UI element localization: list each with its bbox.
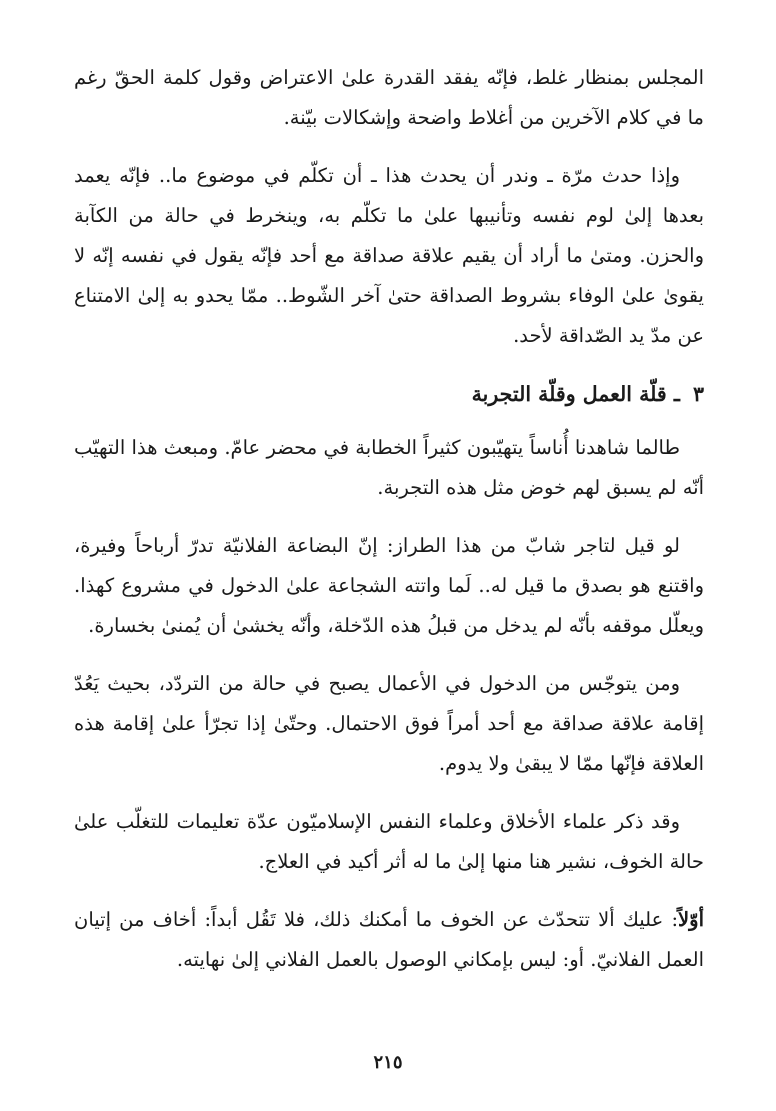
section-number: ٣	[692, 382, 704, 406]
section-heading	[74, 374, 704, 414]
section-separator: ـ	[673, 382, 680, 406]
paragraph-hesitation: ومن يتوجّس من الدخول في الأعمال يصبح في حالة من التردّد، بحيث يَعُدّ إقامة علاقة صداقة مع أحد أمراً فوق الاحتمال. وحتّىٰ إذا تجرّأ علىٰ إقامة هذه العلاقة فإنّها ممّا لا يبقىٰ ولا يدوم.	[74, 672, 704, 775]
section-title: قلّة العمل وقلّة التجربة	[471, 382, 667, 406]
paragraph-public-speaking: طالما شاهدنا أُناساً يتهيّبون كثيراً الخطابة في محضر عامّ. ومبعث هذا التهيّب أنّه لم يسبق لهم خوض مثل هذه التجربة.	[74, 436, 704, 499]
paragraph-speaking-once: وإذا حدث مرّة ـ وندر أن يحدث هذا ـ أن تكلّم في موضوع ما.. فإنّه يعمد بعدها إلىٰ لوم نفسه وتأنيبها علىٰ ما تكلّم به، وينخرط في حالة من الكآبة والحزن. ومتىٰ ما أراد أن يقيم علاقة صداقة مع أحد فإنّه يقول في نفسه إنّه لا يقوىٰ علىٰ الوفاء بشروط الصداقة حتىٰ آخر الشّوط.. ممّا يحدو به إلىٰ الامتناع عن مدّ يد الصّداقة لأحد.	[74, 164, 704, 347]
first-instruction-lead: أوّلاً	[678, 908, 704, 931]
paragraph-continuation: المجلس بمنظار غلط، فإنّه يفقد القدرة علىٰ الاعتراض وقول كلمة الحقّ رغم ما في كلام الآخرين من أغلاط واضحة وإشكالات بيّنة.	[74, 66, 704, 129]
page-body	[74, 58, 704, 998]
paragraph-young-merchant: لو قيل لتاجر شابّ من هذا الطراز: إنّ البضاعة الفلانيّة تدرّ أرباحاً وفيرة، واقتنع هو بصدق ما قيل له.. لَما واتته الشجاعة علىٰ الدخول في مشروع كهذا. ويعلّل موقفه بأنّه لم يدخل من قبلُ هذه الدّخلة، وأنّه يخشىٰ أن يُمنىٰ بخسارة.	[74, 534, 704, 637]
page-number: ٢١٥	[373, 1052, 403, 1073]
paragraph-first-instruction	[74, 900, 704, 980]
paragraph-scholars-instructions: وقد ذكر علماء الأخلاق وعلماء النفس الإسلاميّون عدّة تعليمات للتغلّب علىٰ حالة الخوف، نشير هنا منها إلىٰ ما له أثر أكيد في العلاج.	[74, 810, 704, 873]
first-instruction-text: : عليك ألا تتحدّث عن الخوف ما أمكنك ذلك، فلا تَقُل أبداً: أخاف من إتيان العمل الفلانيّ. أو: ليس بإمكاني الوصول بالعمل الفلاني إلىٰ نهايته.	[74, 908, 704, 971]
